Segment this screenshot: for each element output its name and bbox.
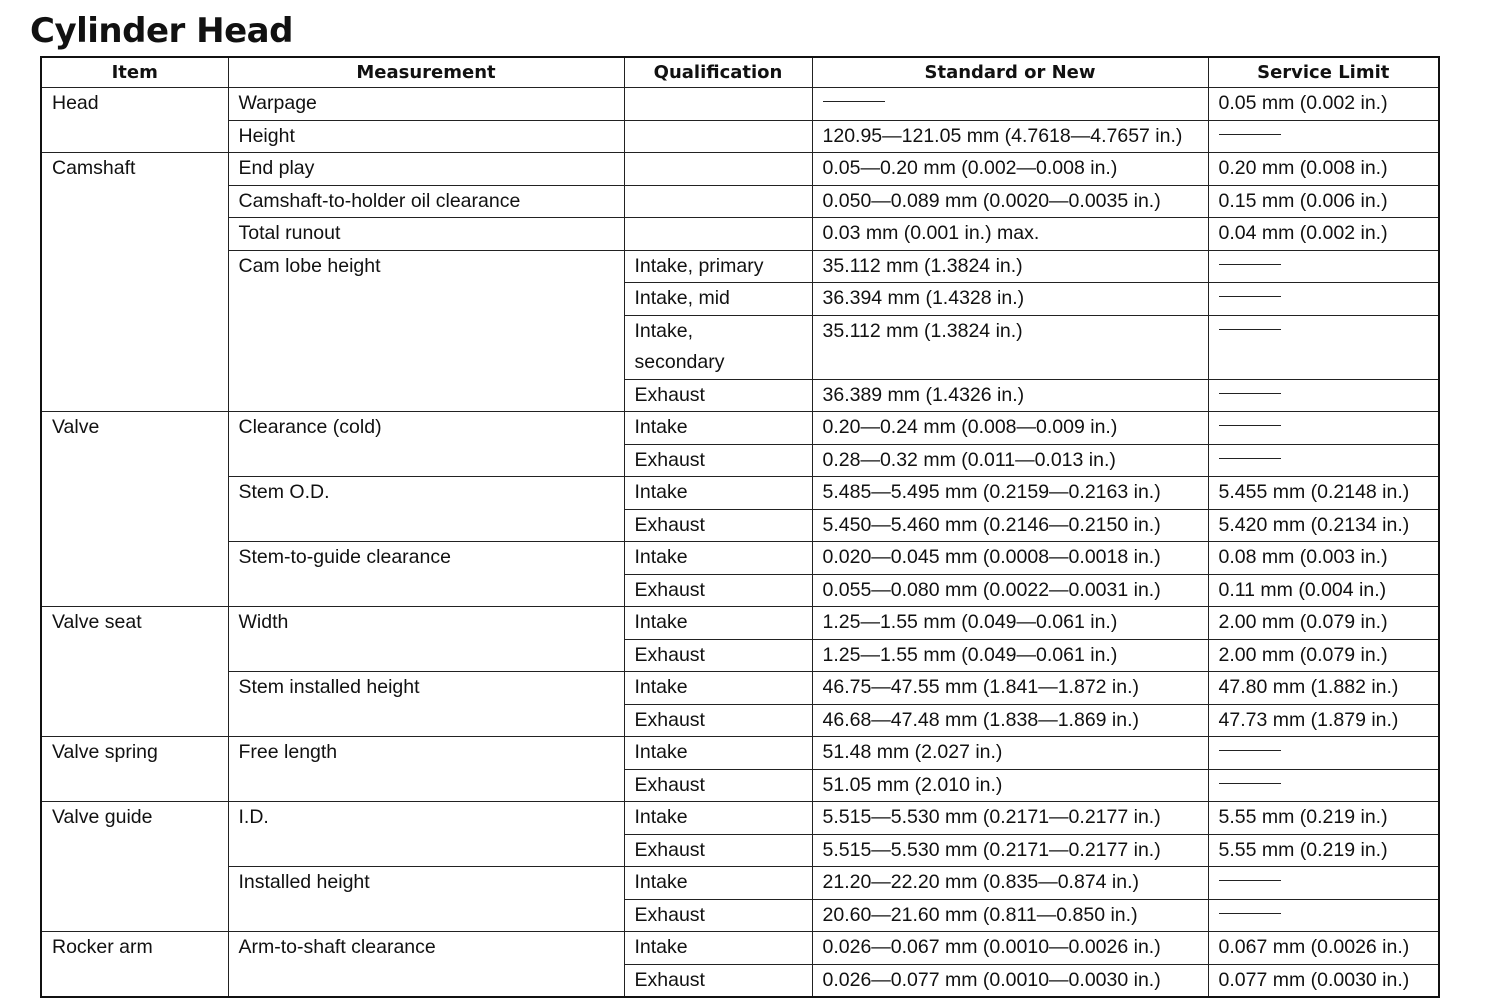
cell-item: Valve seat	[41, 607, 228, 737]
cell-qualification	[624, 185, 812, 218]
cell-service-limit: 47.80 mm (1.882 in.)	[1208, 672, 1439, 705]
table-row	[41, 120, 1439, 153]
cell-measurement: Cam lobe height	[228, 250, 624, 412]
cell-qualification: Exhaust	[624, 379, 812, 412]
dash-mark	[1219, 750, 1281, 751]
cell-measurement: Free length	[228, 737, 624, 802]
header-row	[41, 57, 1439, 88]
cell-qualification	[624, 153, 812, 186]
cell-standard: 36.389 mm (1.4326 in.)	[812, 379, 1208, 412]
cell-service-limit	[1208, 899, 1439, 932]
header-qualification: Qualification	[624, 57, 812, 88]
table-row	[41, 867, 1439, 900]
cell-qualification	[624, 88, 812, 121]
cell-standard: 21.20—22.20 mm (0.835—0.874 in.)	[812, 867, 1208, 900]
cell-service-limit	[1208, 315, 1439, 379]
cell-measurement: End play	[228, 153, 624, 186]
cell-service-limit: 0.11 mm (0.004 in.)	[1208, 574, 1439, 607]
cell-service-limit: 47.73 mm (1.879 in.)	[1208, 704, 1439, 737]
cell-item: Rocker arm	[41, 932, 228, 998]
cell-service-limit: 0.15 mm (0.006 in.)	[1208, 185, 1439, 218]
cell-qualification	[624, 120, 812, 153]
table-row	[41, 802, 1439, 835]
table-row	[41, 88, 1439, 121]
cell-service-limit	[1208, 250, 1439, 283]
cell-service-limit: 0.20 mm (0.008 in.)	[1208, 153, 1439, 186]
cell-standard: 0.026—0.077 mm (0.0010—0.0030 in.)	[812, 964, 1208, 997]
cell-measurement: Height	[228, 120, 624, 153]
cell-service-limit	[1208, 120, 1439, 153]
cell-item: Camshaft	[41, 153, 228, 412]
cell-qualification: Intake	[624, 932, 812, 965]
cell-measurement: Clearance (cold)	[228, 412, 624, 477]
header-standard: Standard or New	[812, 57, 1208, 88]
cell-standard: 46.68—47.48 mm (1.838—1.869 in.)	[812, 704, 1208, 737]
table-row	[41, 250, 1439, 283]
cell-item: Valve guide	[41, 802, 228, 932]
cell-standard: 51.48 mm (2.027 in.)	[812, 737, 1208, 770]
spec-body	[41, 88, 1439, 998]
cell-standard: 36.394 mm (1.4328 in.)	[812, 283, 1208, 316]
dash-mark	[1219, 425, 1281, 426]
cell-service-limit: 2.00 mm (0.079 in.)	[1208, 607, 1439, 640]
cell-service-limit: 0.067 mm (0.0026 in.)	[1208, 932, 1439, 965]
cell-standard: 0.050—0.089 mm (0.0020—0.0035 in.)	[812, 185, 1208, 218]
cell-service-limit	[1208, 283, 1439, 316]
cell-qualification: Intake, mid	[624, 283, 812, 316]
cell-standard	[812, 88, 1208, 121]
header-measurement: Measurement	[228, 57, 624, 88]
cell-qualification: Exhaust	[624, 704, 812, 737]
cell-measurement: Total runout	[228, 218, 624, 251]
cell-qualification: Exhaust	[624, 834, 812, 867]
cell-standard: 0.05—0.20 mm (0.002—0.008 in.)	[812, 153, 1208, 186]
cell-measurement: Stem-to-guide clearance	[228, 542, 624, 607]
cell-service-limit	[1208, 412, 1439, 445]
table-row	[41, 153, 1439, 186]
cell-standard: 35.112 mm (1.3824 in.)	[812, 250, 1208, 283]
page-title: Cylinder Head	[30, 11, 293, 51]
cell-service-limit	[1208, 444, 1439, 477]
cell-qualification: Intake, secondary	[624, 315, 812, 379]
cell-service-limit: 2.00 mm (0.079 in.)	[1208, 639, 1439, 672]
cell-measurement: Warpage	[228, 88, 624, 121]
cell-service-limit: 0.05 mm (0.002 in.)	[1208, 88, 1439, 121]
table-row	[41, 218, 1439, 251]
cell-service-limit	[1208, 867, 1439, 900]
cell-qualification: Intake	[624, 672, 812, 705]
cell-qualification: Intake	[624, 477, 812, 510]
cell-qualification: Exhaust	[624, 964, 812, 997]
table-row	[41, 185, 1439, 218]
cell-standard: 0.026—0.067 mm (0.0010—0.0026 in.)	[812, 932, 1208, 965]
dash-mark	[1219, 913, 1281, 914]
cell-standard: 120.95—121.05 mm (4.7618—4.7657 in.)	[812, 120, 1208, 153]
cell-standard: 0.020—0.045 mm (0.0008—0.0018 in.)	[812, 542, 1208, 575]
cell-service-limit: 5.55 mm (0.219 in.)	[1208, 834, 1439, 867]
cell-standard: 0.055—0.080 mm (0.0022—0.0031 in.)	[812, 574, 1208, 607]
dash-mark	[1219, 296, 1281, 297]
cell-item: Valve	[41, 412, 228, 607]
cell-standard: 1.25—1.55 mm (0.049—0.061 in.)	[812, 607, 1208, 640]
cell-service-limit: 0.08 mm (0.003 in.)	[1208, 542, 1439, 575]
cell-qualification: Intake	[624, 867, 812, 900]
header-item: Item	[41, 57, 228, 88]
cell-item: Valve spring	[41, 737, 228, 802]
dash-mark	[1219, 264, 1281, 265]
dash-mark	[823, 101, 885, 102]
dash-mark	[1219, 783, 1281, 784]
table-row	[41, 477, 1439, 510]
cell-standard: 5.450—5.460 mm (0.2146—0.2150 in.)	[812, 509, 1208, 542]
cell-qualification	[624, 218, 812, 251]
cell-standard: 51.05 mm (2.010 in.)	[812, 769, 1208, 802]
cell-measurement: Camshaft-to-holder oil clearance	[228, 185, 624, 218]
cell-measurement: I.D.	[228, 802, 624, 867]
header-service-limit: Service Limit	[1208, 57, 1439, 88]
table-row	[41, 932, 1439, 965]
cell-standard: 1.25—1.55 mm (0.049—0.061 in.)	[812, 639, 1208, 672]
cell-service-limit: 0.077 mm (0.0030 in.)	[1208, 964, 1439, 997]
cell-qualification: Intake	[624, 607, 812, 640]
cell-qualification: Exhaust	[624, 899, 812, 932]
cell-qualification: Exhaust	[624, 639, 812, 672]
dash-mark	[1219, 458, 1281, 459]
dash-mark	[1219, 393, 1281, 394]
cell-standard: 20.60—21.60 mm (0.811—0.850 in.)	[812, 899, 1208, 932]
cell-measurement: Installed height	[228, 867, 624, 932]
cell-measurement: Stem installed height	[228, 672, 624, 737]
cell-measurement: Width	[228, 607, 624, 672]
table-row	[41, 607, 1439, 640]
cell-service-limit	[1208, 769, 1439, 802]
dash-mark	[1219, 134, 1281, 135]
cell-standard: 46.75—47.55 mm (1.841—1.872 in.)	[812, 672, 1208, 705]
cell-service-limit: 5.455 mm (0.2148 in.)	[1208, 477, 1439, 510]
cell-measurement: Arm-to-shaft clearance	[228, 932, 624, 998]
cell-standard: 5.485—5.495 mm (0.2159—0.2163 in.)	[812, 477, 1208, 510]
dash-mark	[1219, 880, 1281, 881]
cell-standard: 0.28—0.32 mm (0.011—0.013 in.)	[812, 444, 1208, 477]
cell-qualification: Exhaust	[624, 769, 812, 802]
dash-mark	[1219, 329, 1281, 330]
cell-qualification: Intake	[624, 412, 812, 445]
table-row	[41, 412, 1439, 445]
cell-qualification: Intake	[624, 542, 812, 575]
cell-standard: 35.112 mm (1.3824 in.)	[812, 315, 1208, 379]
cell-qualification: Intake	[624, 737, 812, 770]
table-row	[41, 672, 1439, 705]
cell-service-limit: 0.04 mm (0.002 in.)	[1208, 218, 1439, 251]
cell-qualification: Intake, primary	[624, 250, 812, 283]
cell-standard: 0.20—0.24 mm (0.008—0.009 in.)	[812, 412, 1208, 445]
cell-service-limit	[1208, 379, 1439, 412]
cell-qualification: Exhaust	[624, 509, 812, 542]
cell-qualification: Intake	[624, 802, 812, 835]
cell-service-limit	[1208, 737, 1439, 770]
cell-qualification: Exhaust	[624, 444, 812, 477]
cell-standard: 0.03 mm (0.001 in.) max.	[812, 218, 1208, 251]
cell-qualification: Exhaust	[624, 574, 812, 607]
table-row	[41, 737, 1439, 770]
cell-standard: 5.515—5.530 mm (0.2171—0.2177 in.)	[812, 834, 1208, 867]
cell-service-limit: 5.420 mm (0.2134 in.)	[1208, 509, 1439, 542]
cell-item: Head	[41, 88, 228, 153]
cell-measurement: Stem O.D.	[228, 477, 624, 542]
cell-standard: 5.515—5.530 mm (0.2171—0.2177 in.)	[812, 802, 1208, 835]
spec-table	[40, 56, 1440, 998]
cell-service-limit: 5.55 mm (0.219 in.)	[1208, 802, 1439, 835]
table-row	[41, 542, 1439, 575]
